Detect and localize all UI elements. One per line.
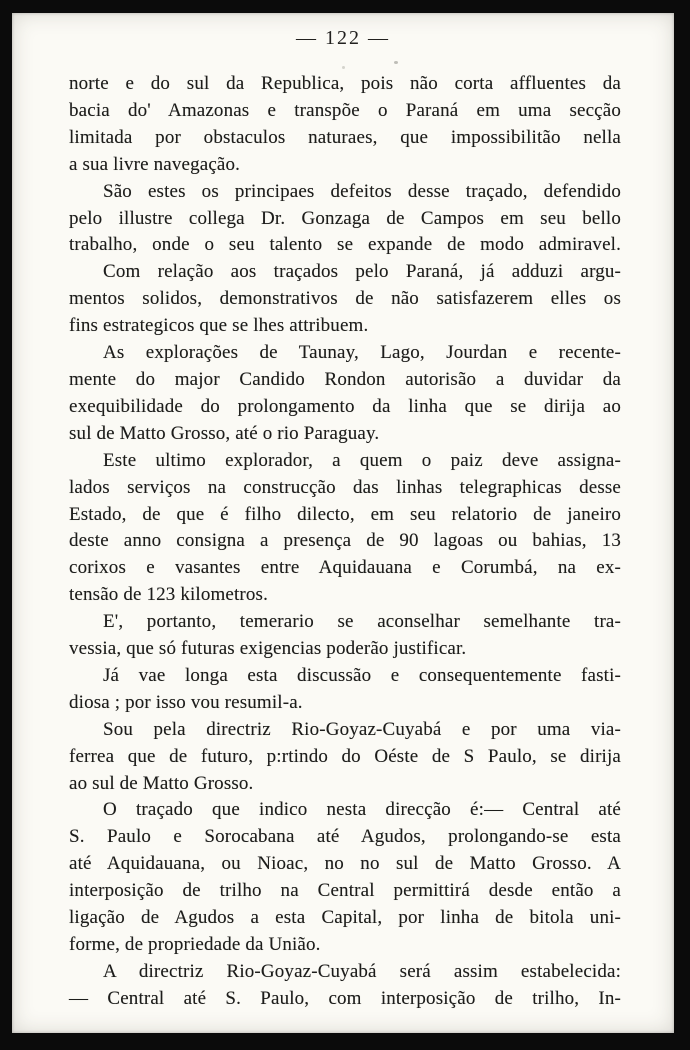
text-line: ao sul de Matto Grosso.: [69, 772, 254, 794]
text-line: Estado, de que é filho dilecto, em seu relatorio de janeiro: [69, 503, 621, 525]
text-line: bacia do' Amazonas e transpõe o Paraná em uma secção: [69, 99, 621, 121]
text-line: corixos e vasantes entre Aquidauana e Corumbá, na ex-: [69, 557, 621, 579]
text-line: A directriz Rio-Goyaz-Cuyabá será assim estabelecida:: [103, 960, 621, 982]
text-line: Já vae longa esta discussão e consequentemente fasti-: [103, 664, 621, 686]
text-line: Sou pela directriz Rio-Goyaz-Cuyabá e por uma via-: [103, 718, 621, 740]
text-line: norte e do sul da Republica, pois não corta affluentes da: [69, 73, 621, 94]
text-line: mentos solidos, demonstrativos de não satisfazerem elles os: [69, 288, 621, 310]
text-line: limitada por obstaculos naturaes, que impossibilitão nella: [69, 126, 621, 148]
page-number: — 122 —: [296, 27, 390, 49]
text-line: pelo illustre collega Dr. Gonzaga de Campos em seu bello: [69, 207, 621, 229]
scan-speck: [342, 66, 345, 69]
text-line: mente do major Candido Rondon autorisão a duvidar da: [69, 368, 621, 390]
text-line: até Aquidauana, ou Nioac, no no sul de Matto Grosso. A: [69, 853, 621, 875]
text-line: lados serviços na construcção das linhas telegraphicas desse: [69, 476, 621, 498]
paragraph: [69, 448, 621, 609]
text-line: O traçado que indico nesta direcção é:— Central até: [103, 799, 621, 821]
text-line: Com relação aos traçados pelo Paraná, já adduzi argu-: [103, 261, 621, 283]
text-line: vessia, que só futuras exigencias poderão justificar.: [69, 638, 467, 660]
text-line: forme, de propriedade da União.: [69, 934, 321, 955]
paragraph: [69, 179, 621, 260]
paragraph: [69, 609, 621, 663]
paragraph: [69, 959, 621, 1013]
text-line: S. Paulo e Sorocabana até Agudos, prolongando-se esta: [69, 826, 621, 848]
text-line: E', portanto, temerario se aconselhar semelhante tra-: [103, 611, 621, 633]
paragraph: [69, 259, 621, 340]
paragraph: [69, 340, 621, 448]
page-text: [69, 71, 621, 1013]
text-line: ligação de Agudos a esta Capital, por linha de bitola uni-: [69, 907, 621, 929]
scan-speck: [394, 61, 398, 64]
book-page: [12, 13, 674, 1033]
paragraph: [69, 71, 621, 179]
text-line: exequibilidade do prolongamento da linha que se dirija ao: [69, 395, 621, 417]
text-line: As explorações de Taunay, Lago, Jourdan e recente-: [103, 342, 621, 364]
text-line: ferrea que de futuro, p:rtindo do Oéste de S Paulo, se dirija: [69, 745, 621, 767]
text-line: São estes os principaes defeitos desse traçado, defendido: [103, 180, 621, 202]
text-line: tensão de 123 kilometros.: [69, 584, 268, 606]
text-line: — Central até S. Paulo, com interposição de trilho, In-: [69, 987, 621, 1009]
text-line: Este ultimo explorador, a quem o paiz deve assigna-: [103, 449, 621, 471]
paragraph: [69, 797, 621, 958]
text-line: deste anno consigna a presença de 90 lagoas ou bahias, 13: [69, 530, 621, 552]
text-line: trabalho, onde o seu talento se expande de modo admiravel.: [69, 234, 621, 256]
paragraph: [69, 717, 621, 798]
paragraph: [69, 663, 621, 717]
text-line: interposição de trilho na Central permittirá desde então a: [69, 880, 621, 902]
text-line: diosa ; por isso vou resumil-a.: [69, 691, 303, 713]
text-line: fins estrategicos que se lhes attribuem.: [69, 315, 369, 337]
text-line: sul de Matto Grosso, até o rio Paraguay.: [69, 422, 380, 444]
text-line: a sua livre navegação.: [69, 153, 241, 175]
